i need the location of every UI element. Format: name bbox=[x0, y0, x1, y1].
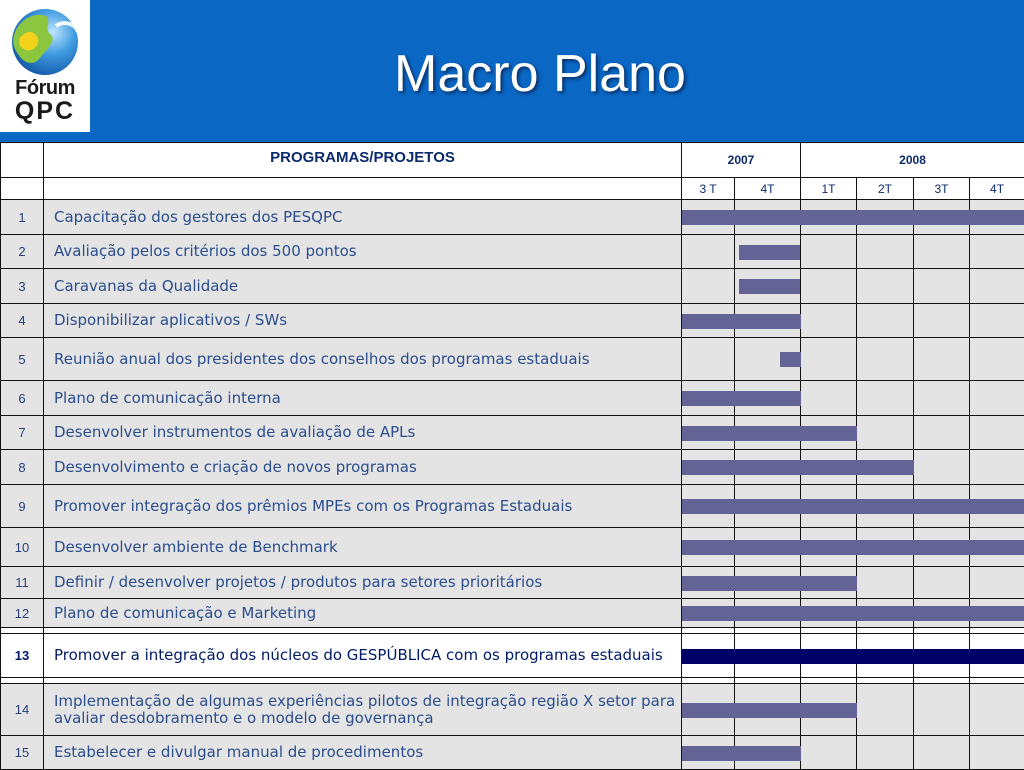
quarter-cell bbox=[914, 684, 970, 736]
quarter-cell bbox=[914, 235, 970, 269]
quarter-cell bbox=[682, 567, 735, 599]
quarter-cell bbox=[857, 684, 914, 736]
quarter-cell bbox=[970, 684, 1024, 736]
quarter-cell bbox=[682, 485, 735, 528]
quarter-header: 3 T bbox=[682, 178, 735, 200]
table-row bbox=[1, 528, 1024, 567]
table-row bbox=[1, 416, 1024, 450]
programs-column-header: PROGRAMAS/PROJETOS bbox=[44, 143, 682, 178]
quarter-cell bbox=[914, 304, 970, 338]
row-number: 11 bbox=[1, 567, 44, 599]
table-row bbox=[1, 599, 1024, 628]
project-name: Disponibilizar aplicativos / SWs bbox=[44, 304, 682, 338]
quarter-cell bbox=[914, 416, 970, 450]
quarter-header: 2T bbox=[857, 178, 914, 200]
gantt-bar bbox=[682, 499, 1024, 514]
project-name: Reunião anual dos presidentes dos conselhos dos programas estaduais bbox=[44, 338, 682, 381]
quarter-cell bbox=[914, 269, 970, 304]
header-blank bbox=[44, 178, 682, 200]
row-number: 1 bbox=[1, 200, 44, 235]
quarter-cell bbox=[682, 736, 735, 770]
table-row bbox=[1, 684, 1024, 736]
table-row bbox=[1, 304, 1024, 338]
row-number: 6 bbox=[1, 381, 44, 416]
project-name: Desenvolvimento e criação de novos programas bbox=[44, 450, 682, 485]
gantt-bar bbox=[682, 391, 801, 406]
quarter-cell bbox=[801, 338, 857, 381]
quarter-cell bbox=[801, 235, 857, 269]
header-corner bbox=[1, 143, 44, 178]
quarter-cell bbox=[914, 450, 970, 485]
table-row bbox=[1, 235, 1024, 269]
forum-qpc-logo bbox=[0, 0, 90, 132]
year-header-2007: 2007 bbox=[682, 143, 801, 178]
quarter-cell bbox=[914, 381, 970, 416]
project-name: Desenvolver instrumentos de avaliação de APLs bbox=[44, 416, 682, 450]
quarter-cell bbox=[857, 338, 914, 381]
quarter-cell bbox=[857, 269, 914, 304]
quarter-cell bbox=[970, 736, 1024, 770]
gantt-bar bbox=[682, 703, 857, 718]
quarter-cell bbox=[682, 381, 735, 416]
gantt-bar bbox=[780, 352, 801, 367]
quarter-cell bbox=[914, 567, 970, 599]
gantt-bar bbox=[682, 576, 857, 591]
row-number: 5 bbox=[1, 338, 44, 381]
quarter-cell bbox=[857, 304, 914, 338]
quarter-cell bbox=[970, 567, 1024, 599]
gantt-bar bbox=[682, 314, 801, 329]
year-header-2008: 2008 bbox=[801, 143, 1024, 178]
table-row bbox=[1, 269, 1024, 304]
quarter-header: 1T bbox=[801, 178, 857, 200]
globe-icon bbox=[0, 0, 90, 78]
project-name: Plano de comunicação e Marketing bbox=[44, 599, 682, 628]
logo-text-forum: Fórum bbox=[0, 78, 90, 98]
gantt-bar bbox=[739, 279, 800, 294]
quarter-header: 4T bbox=[735, 178, 801, 200]
gantt-bar bbox=[682, 460, 914, 475]
row-number: 15 bbox=[1, 736, 44, 770]
row-number: 8 bbox=[1, 450, 44, 485]
gantt-bar bbox=[682, 426, 857, 441]
row-number: 2 bbox=[1, 235, 44, 269]
quarter-cell bbox=[682, 599, 735, 628]
table-row bbox=[1, 567, 1024, 599]
table-row bbox=[1, 450, 1024, 485]
quarter-cell bbox=[682, 200, 735, 235]
header-row-quarters bbox=[1, 178, 1024, 200]
row-number: 7 bbox=[1, 416, 44, 450]
quarter-cell bbox=[682, 269, 735, 304]
quarter-cell bbox=[801, 269, 857, 304]
table-row bbox=[1, 634, 1024, 678]
gantt-bar bbox=[739, 245, 800, 260]
quarter-cell bbox=[970, 450, 1024, 485]
quarter-cell bbox=[682, 338, 735, 381]
project-name: Desenvolver ambiente de Benchmark bbox=[44, 528, 682, 567]
header-row-years bbox=[1, 143, 1024, 178]
quarter-cell bbox=[801, 304, 857, 338]
quarter-header: 3T bbox=[914, 178, 970, 200]
project-name: Capacitação dos gestores dos PESQPC bbox=[44, 200, 682, 235]
gantt-bar bbox=[682, 746, 801, 761]
quarter-cell bbox=[682, 634, 735, 678]
row-number: 13 bbox=[1, 634, 44, 678]
row-number: 12 bbox=[1, 599, 44, 628]
row-number: 10 bbox=[1, 528, 44, 567]
row-number: 3 bbox=[1, 269, 44, 304]
header-corner-2 bbox=[1, 178, 44, 200]
quarter-cell bbox=[857, 567, 914, 599]
row-number: 9 bbox=[1, 485, 44, 528]
quarter-cell bbox=[682, 528, 735, 567]
project-name: Promover integração dos prêmios MPEs com os Programas Estaduais bbox=[44, 485, 682, 528]
quarter-cell bbox=[914, 338, 970, 381]
project-name: Plano de comunicação interna bbox=[44, 381, 682, 416]
quarter-cell bbox=[857, 416, 914, 450]
quarter-cell bbox=[970, 269, 1024, 304]
quarter-header: 4T bbox=[970, 178, 1024, 200]
quarter-cell bbox=[970, 381, 1024, 416]
quarter-cell bbox=[970, 304, 1024, 338]
page-title: Macro Plano bbox=[330, 48, 750, 100]
quarter-cell bbox=[970, 416, 1024, 450]
quarter-cell bbox=[857, 235, 914, 269]
gantt-bar bbox=[682, 649, 1024, 664]
project-name: Definir / desenvolver projetos / produtos para setores prioritários bbox=[44, 567, 682, 599]
quarter-cell bbox=[801, 381, 857, 416]
macro-plan-table bbox=[0, 142, 1024, 770]
quarter-cell bbox=[970, 338, 1024, 381]
table-row bbox=[1, 338, 1024, 381]
quarter-cell bbox=[970, 235, 1024, 269]
gantt-bar bbox=[682, 606, 1024, 621]
quarter-cell bbox=[857, 736, 914, 770]
row-number: 14 bbox=[1, 684, 44, 736]
table-row bbox=[1, 381, 1024, 416]
quarter-cell bbox=[682, 235, 735, 269]
quarter-cell bbox=[682, 304, 735, 338]
project-name: Caravanas da Qualidade bbox=[44, 269, 682, 304]
table-row bbox=[1, 200, 1024, 235]
gantt-bar bbox=[682, 210, 1024, 225]
quarter-cell bbox=[914, 736, 970, 770]
table-row bbox=[1, 485, 1024, 528]
quarter-cell bbox=[682, 416, 735, 450]
slide-header bbox=[0, 0, 1024, 142]
row-number: 4 bbox=[1, 304, 44, 338]
project-name: Implementação de algumas experiências pilotos de integração região X setor para avaliar desdobramento e o modelo de governança bbox=[44, 684, 682, 736]
project-name: Promover a integração dos núcleos do GESPÚBLICA com os programas estaduais bbox=[44, 634, 682, 678]
logo-text-qpc: QPC bbox=[0, 99, 90, 124]
project-name: Estabelecer e divulgar manual de procedimentos bbox=[44, 736, 682, 770]
project-name: Avaliação pelos critérios dos 500 pontos bbox=[44, 235, 682, 269]
gantt-bar bbox=[682, 540, 1024, 555]
quarter-cell bbox=[682, 450, 735, 485]
quarter-cell bbox=[682, 684, 735, 736]
quarter-cell bbox=[801, 736, 857, 770]
quarter-cell bbox=[857, 381, 914, 416]
table-row bbox=[1, 736, 1024, 770]
